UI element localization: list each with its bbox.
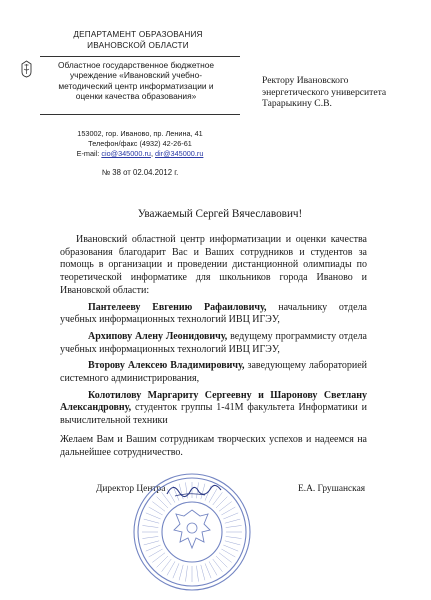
stamp-tick xyxy=(205,563,211,578)
department-line-1: ДЕПАРТАМЕНТ ОБРАЗОВАНИЯ xyxy=(73,30,203,39)
recipient-line-2: энергетического университета xyxy=(262,86,387,98)
stamp-tick xyxy=(225,541,240,545)
stamp-tick xyxy=(142,536,158,538)
thanks-person-role: начальнику отдела учебных информационных технологий ИВЦ ИГЭУ, xyxy=(60,301,367,326)
department-line-2: ИВАНОВСКОЙ ОБЛАСТИ xyxy=(87,40,189,50)
handwritten-signature xyxy=(165,480,225,500)
letter-body xyxy=(60,234,367,459)
stamp-tick xyxy=(226,536,242,538)
email-line xyxy=(50,149,230,159)
salutation: Уважаемый Сергей Вячеславович! xyxy=(137,208,303,220)
letter-intro: Ивановский областной центр информатизации и оценки качества образования благодарит Вас и Ваших сотрудников и студентов за помощь в организации и проведении дистанционной олимпиады по теоретической информатике для школьников города Иваново и Ивановской области: xyxy=(60,234,367,296)
email-separator: , xyxy=(150,149,155,158)
stamp-tick xyxy=(226,525,242,527)
stamp-tick xyxy=(144,541,159,545)
thanks-person-role: студенток группы 1-41М факультета Информатики и вычислительной техники xyxy=(60,402,367,427)
signatory-title: Директор Центра xyxy=(96,484,166,494)
signatory-name: Е.А. Грушанская xyxy=(298,484,366,494)
registration-number: № 38 от 02.04.2012 г. xyxy=(101,168,179,177)
recipient-line-3: Тарарыкину С.В. xyxy=(262,98,332,110)
stamp-tick xyxy=(146,513,161,519)
stamp-tick xyxy=(201,565,205,580)
stamp-tick xyxy=(167,561,175,575)
recipient-line-1: Ректору Ивановского xyxy=(262,75,349,86)
phone-fax: Телефон/факс (4932) 42-26-61 xyxy=(88,139,192,148)
stamp-tick xyxy=(149,507,163,515)
stamp-tick xyxy=(196,566,198,582)
thanks-person-role: ведущему программисту отдела учебных информационных технологий ИВЦ ИГЭУ, xyxy=(60,330,367,355)
stamp-tick xyxy=(221,549,235,557)
stamp-tick xyxy=(173,563,179,578)
institution-line-3: методический центр информатизации и xyxy=(58,80,214,91)
email-label: E-mail: xyxy=(76,149,102,158)
thanks-item xyxy=(60,360,367,385)
letterhead-divider-bottom xyxy=(40,114,240,115)
letterhead-divider-top xyxy=(40,56,240,57)
stamp-tick xyxy=(185,566,187,582)
stamp-tick xyxy=(179,565,183,580)
institution-name xyxy=(36,60,236,102)
stamp-tick xyxy=(149,549,163,557)
email-link-dir[interactable]: dir@345000.ru xyxy=(155,149,204,158)
stamp-tick xyxy=(221,507,235,515)
postal-address: 153002, гор. Иваново, пр. Ленина, 41 xyxy=(77,129,203,138)
thanks-person-name: Второву Алексею Владимировичу, xyxy=(88,360,245,372)
stamp-tick xyxy=(209,561,217,575)
contact-block xyxy=(50,129,230,159)
institution-line-1: Областное государственное бюджетное xyxy=(57,60,215,70)
email-link-cio[interactable]: cio@345000.ru xyxy=(101,149,151,158)
thanks-item xyxy=(60,331,367,356)
thanks-person-name: Пантелееву Евгению Рафаиловичу, xyxy=(88,301,267,313)
thanks-item xyxy=(60,390,367,428)
thanks-item xyxy=(60,302,367,327)
thanks-person-role: заведующему лабораторией системного администрирования, xyxy=(60,360,367,385)
department-name xyxy=(58,30,218,51)
letter-closing: Желаем Вам и Вашим сотрудникам творческих успехов и надеемся на дальнейшее сотрудничество. xyxy=(60,433,367,458)
stamp-tick xyxy=(223,513,238,519)
institution-line-4: оценки качества образования» xyxy=(75,91,197,102)
stamp-tick xyxy=(142,525,158,527)
institution-line-2: учреждение «Ивановский учебно- xyxy=(69,70,203,81)
stamp-tick xyxy=(146,545,161,551)
stamp-tick xyxy=(223,545,238,551)
emblem-icon xyxy=(21,60,32,78)
stamp-tick xyxy=(144,519,159,523)
stamp-tick xyxy=(225,519,240,523)
thanks-person-name: Колотилову Маргариту Сергеевну и Шаронову Светлану Александровну, xyxy=(60,389,367,414)
recipient-block xyxy=(262,75,422,110)
thanks-person-name: Архипову Алену Леонидовичу, xyxy=(88,330,228,342)
